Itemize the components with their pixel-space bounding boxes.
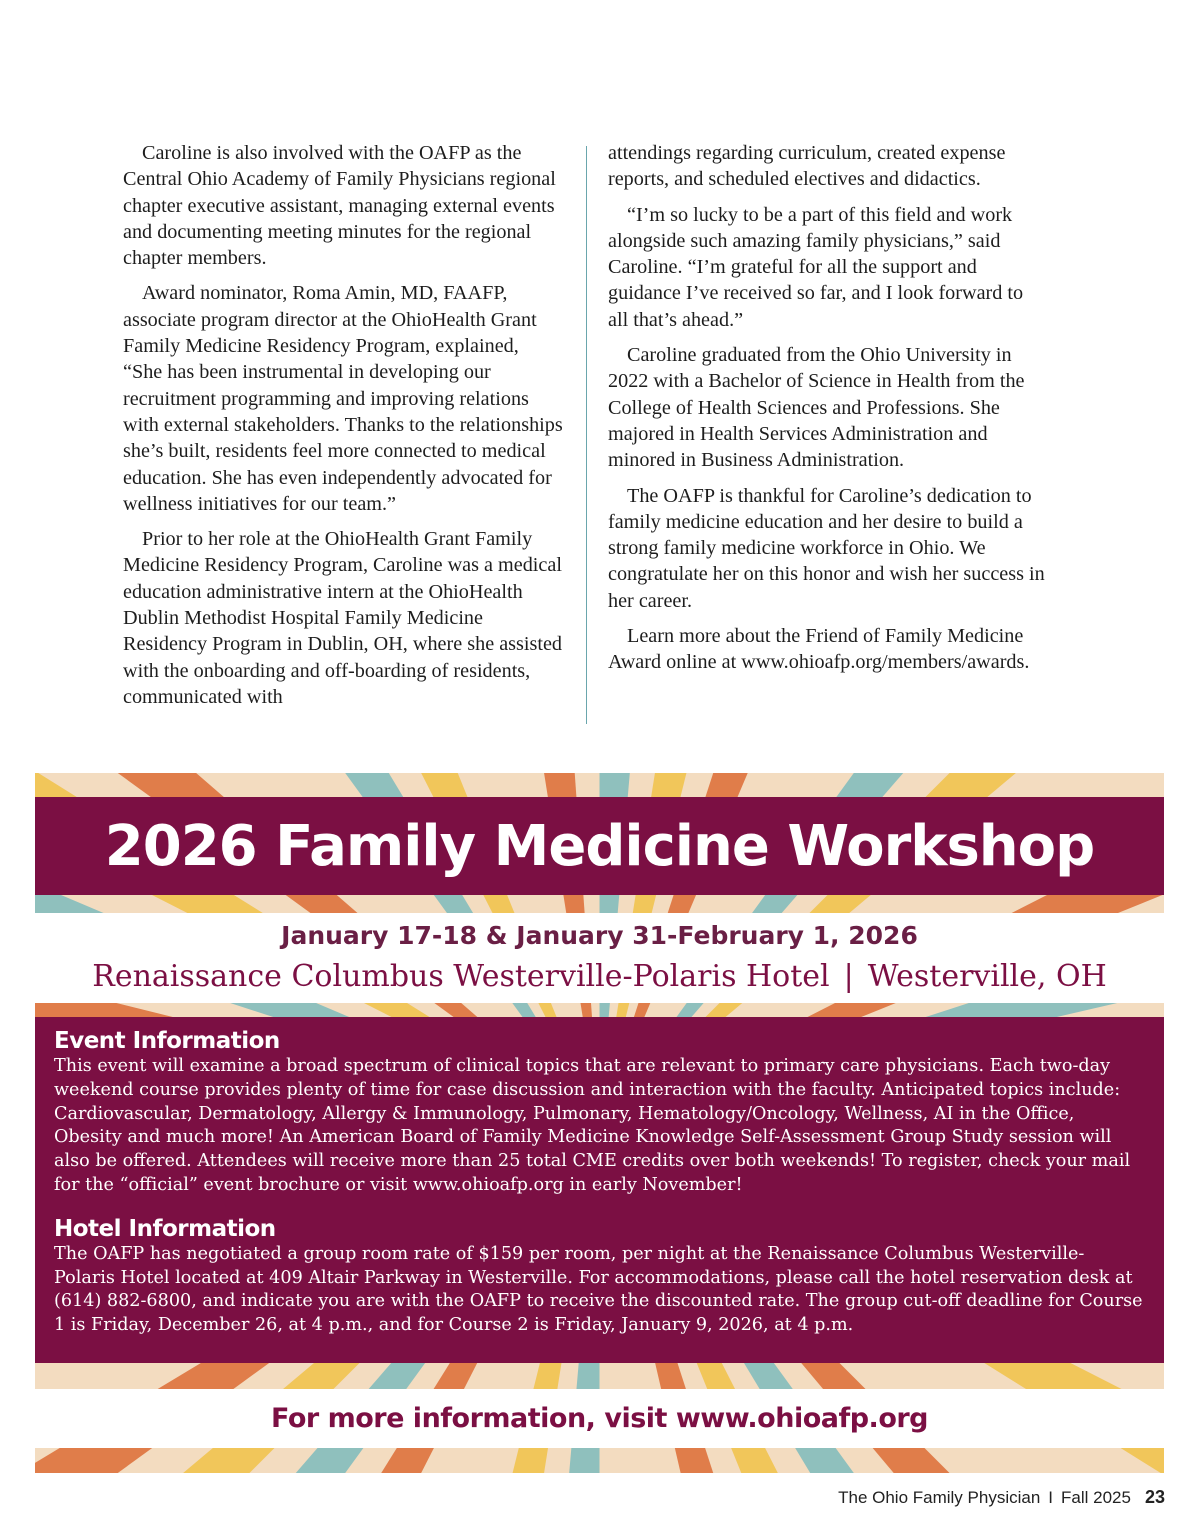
article-paragraph: attendings regarding curriculum, created expense reports, and scheduled electives and didactics. xyxy=(608,142,1006,191)
workshop-title-bar xyxy=(35,797,1164,895)
sunburst-ray-band xyxy=(35,773,1164,797)
hotel-info-heading: Hotel Information xyxy=(54,1215,276,1242)
article-paragraph: The OAFP is thankful for Caroline’s dedication to family medicine education and her desire to build a strong family medicine workforce in Ohio. We congratulate her on this honor and wish her success in her career. xyxy=(608,484,1045,612)
sunburst-ray-band xyxy=(35,895,1164,913)
article-paragraph: Caroline graduated from the Ohio University in 2022 with a Bachelor of Science in Health from the College of Health Sciences and Professions. She majored in Health Services Administration and minored in Business Administration. xyxy=(608,344,1025,472)
workshop-title: 2026 Family Medicine Workshop xyxy=(104,813,1095,879)
venue-separator: | xyxy=(843,959,854,994)
article-paragraph: Learn more about the Friend of Family Medicine Award online at www.ohioafp.org/members/awards. xyxy=(608,625,1030,674)
sunburst-rays xyxy=(35,1003,1164,1017)
footer-separator: I xyxy=(1048,1488,1054,1507)
sunburst-ray-band xyxy=(35,1003,1164,1017)
info-panel xyxy=(35,1017,1164,1363)
event-info-heading: Event Information xyxy=(54,1028,280,1054)
issue-label: Fall 2025 xyxy=(1061,1488,1131,1507)
workshop-ad xyxy=(35,773,1164,1473)
workshop-venue xyxy=(35,959,1164,994)
more-info-link-text: For more information, visit www.ohioafp.org xyxy=(270,1403,929,1434)
article-paragraph: Award nominator, Roma Amin, MD, FAAFP, associate program director at the OhioHealth Grant Family Medicine Residency Program, explained, “She has been instrumental in developing our recruitment programming and improving relations with external stakeholders. Thanks to the relationships she’s built, residents feel more connected to medical education. She has even independently advocated for wellness initiatives for our team.” xyxy=(123,282,563,515)
article-column-right xyxy=(608,140,1048,685)
sunburst-rays xyxy=(35,895,1164,913)
event-info-text: This event will examine a broad spectrum of clinical topics that are relevant to primary care physicians. Each two-day weekend course provides plenty of time for case discussion and interaction with the faculty. Anticipated topics include: Cardiovascular, Dermatology, Allergy & Immunology, Pulmonary, Hematology/Oncology, Wellness, AI in the Office, Obesity and much more! An American Board of Family Medicine Knowledge Self-Assessment Group Study session will also be offered. Attendees will receive more than 25 total CME credits over both weekends! To register, check your mail for the “official” event brochure or visit www.ohioafp.org in early November! xyxy=(54,1056,1131,1195)
workshop-dates: January 17-18 & January 31-February 1, 2026 xyxy=(281,921,918,950)
sunburst-rays xyxy=(35,773,1164,797)
sunburst-rays xyxy=(35,1448,1164,1473)
venue-city: Westerville, OH xyxy=(867,959,1107,994)
article-body xyxy=(123,140,1063,740)
venue-name: Renaissance Columbus Westerville-Polaris Hotel xyxy=(92,959,830,994)
article-paragraph: “I’m so lucky to be a part of this field and work alongside such amazing family physicians,” said Caroline. “I’m grateful for all the support and guidance I’ve received so far, and I look forward to all that’s ahead.” xyxy=(608,203,1024,331)
sunburst-ray-band xyxy=(35,1363,1164,1389)
article-paragraph: Caroline is also involved with the OAFP as the Central Ohio Academy of Family Physicians regional chapter executive assistant, managing external events and documenting meeting minutes for the regional chapter members. xyxy=(123,142,556,270)
article-paragraph: Prior to her role at the OhioHealth Grant Family Medicine Residency Program, Caroline was a medical education administrative intern at the OhioHealth Dublin Methodist Hospital Family Medicine Residency Program in Dublin, OH, where she assisted with the onboarding and off-boarding of residents, communicated with xyxy=(123,528,562,708)
hotel-info-text: The OAFP has negotiated a group room rate of $159 per room, per night at the Renaissance Columbus Westerville-Polaris Hotel located at 409 Altair Parkway in Westerville. For accommodations, please call the hotel reservation desk at (614) 882-6800, and indicate you are with the OAFP to receive the discounted rate. The group cut-off deadline for Course 1 is Friday, December 26, at 4 p.m., and for Course 2 is Friday, January 9, 2026, at 4 p.m. xyxy=(54,1243,1143,1336)
page-number: 23 xyxy=(1144,1487,1165,1507)
column-divider xyxy=(586,146,587,724)
sunburst-ray-band xyxy=(35,1448,1164,1473)
article-column-left xyxy=(123,140,563,719)
page-footer xyxy=(838,1487,1165,1508)
publication-name: The Ohio Family Physician xyxy=(838,1488,1041,1507)
sunburst-rays xyxy=(35,1363,1164,1389)
